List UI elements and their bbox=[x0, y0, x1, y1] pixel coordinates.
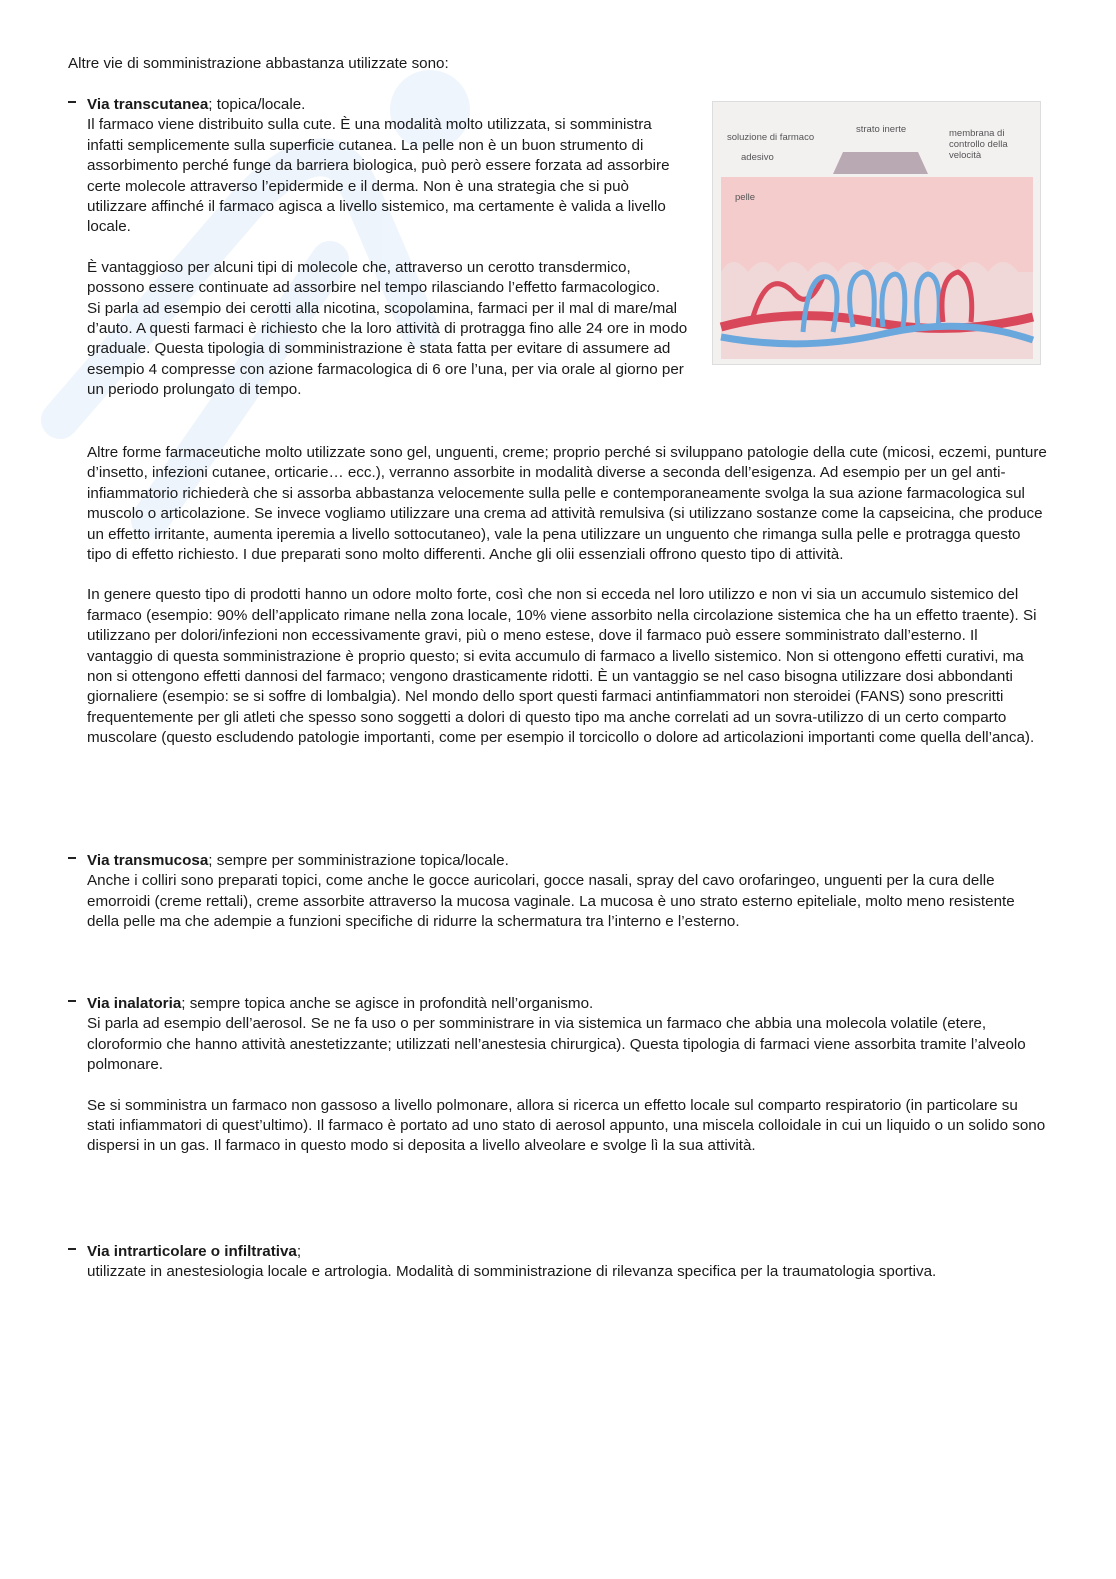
bullet-dash bbox=[68, 1248, 76, 1250]
paragraph: In genere questo tipo di prodotti hanno un odore molto forte, così che non si ecceda nel loro utilizzo e non vi sia un accumulo sistemico del farmaco (esempio: 90% dell’applicato rimane nella zona locale, 10% viene assorbito nella circolazione sistemica che ha un effetto traente). Si utilizzano per dolori/infezioni non eccessivamente gravi, più o meno estese, dove il farmaco può essere somministrato dall’esterno. Il vantaggio di questa somministrazione è proprio questo; si evita accumulo di farmaco a livello sistemico. Non si ottengono effetti curativi, ma non si ottengono effetti dannosi del farmaco; vengono drasticamente ridotti. È un vantaggio se nel caso bisogna utilizzare dosi abbondanti giornaliere (esempio: se si soffre di lombalgia). Nel mondo dello sport questi farmaci antinfiammatori non steroidei (FANS) sono prescritti frequentemente per gli atleti che spesso sono soggetti a dolori di questo tipo ma anche correlati ad un sovra-utilizzo di un certo comparto muscolare (questo escludendo patologie importanti, come per esempio il torcicollo o dolore ad articolazioni importanti come quella dell’anca). bbox=[87, 586, 1037, 747]
section-heading bbox=[87, 851, 1047, 871]
label-adhesive: adesivo bbox=[741, 152, 774, 163]
section-title: Via inalatoria bbox=[87, 995, 182, 1012]
bullet-dash bbox=[68, 1000, 76, 1002]
section-title: Via transmucosa bbox=[87, 852, 209, 869]
label-inert: strato inerte bbox=[856, 124, 907, 135]
transdermal-patch-figure bbox=[712, 101, 1041, 365]
section-inalatoria bbox=[87, 994, 1047, 1157]
section-heading bbox=[87, 994, 1047, 1014]
section-heading bbox=[87, 1242, 1057, 1262]
label-skin: pelle bbox=[735, 192, 756, 203]
section-subtitle: ; topica/locale. bbox=[208, 96, 306, 113]
label-solution: soluzione di farmaco bbox=[727, 132, 815, 143]
paragraph: È vantaggioso per alcuni tipi di molecole che, attraverso un cerotto transdermico, possono essere continuate ad assorbire nel tempo rilasciando l’effetto farmacologico. bbox=[87, 258, 660, 297]
section-subtitle: ; sempre topica anche se agisce in profondità nell’organismo. bbox=[181, 995, 594, 1012]
section-title: Via intrarticolare o infiltrativa bbox=[87, 1243, 297, 1260]
section-title: Via transcutanea bbox=[87, 96, 209, 113]
label-membrane: membrana di controllo della velocità bbox=[949, 128, 1008, 161]
section-heading bbox=[87, 95, 692, 115]
bullet-dash bbox=[68, 857, 76, 859]
section-transcutanea bbox=[87, 95, 692, 401]
paragraph: Il farmaco viene distribuito sulla cute. È una modalità molto utilizzata, si somministra infatti semplicemente sulla superficie cutanea. La pelle non è un buon strumento di assorbimento perché funge da barriera biologica, può però essere forzata ad assorbire certe molecole attraverso l’epidermide e il derma. Non è una strategia che si può utilizzare affinché il farmaco agisca a livello sistemico, ma certamente è valida a livello locale. bbox=[87, 116, 670, 236]
paragraph: Anche i colliri sono preparati topici, come anche le gocce auricolari, gocce nasali, spray del cavo orofaringeo, unguenti per la cura delle emorroidi (creme rettali), creme assorbite attraverso la mucosa vaginale. La mucosa è uno strato esterno epiteliale, molto meno resistente della pelle ma che adempie a funzioni specifiche di ridurre la schermatura tra l’interno e l’esterno. bbox=[87, 872, 1015, 931]
section-intrarticolare bbox=[87, 1242, 1057, 1283]
paragraph: Se si somministra un farmaco non gassoso a livello polmonare, allora si ricerca un effetto locale sul comparto respiratorio (in particolare su stati infiammatori di quest’ultimo). Il farmaco è portato ad uno stato di aerosol appunto, una miscela colloidale in cui un liquido o un solido sono dispersi in un gas. Il farmaco in questo modo si deposita a livello alveolare e svolge lì la sua attività. bbox=[87, 1096, 1046, 1155]
paragraph: utilizzate in anestesiologia locale e artrologia. Modalità di somministrazione di rilevanza specifica per la traumatologia sportiva. bbox=[87, 1263, 937, 1281]
section-transcutanea-continued bbox=[87, 443, 1047, 749]
patch-shape bbox=[833, 152, 928, 174]
paragraph: Altre forme farmaceutiche molto utilizzate sono gel, unguenti, creme; proprio perché si sviluppano patologie della cute (micosi, eczemi, punture d’insetto, infezioni cutanee, orticarie… ecc.), verranno assorbite in modalità diverse a seconda dell’esigenza. Ad esempio per un gel anti-infiammatorio richiederà che si assorba abbastanza velocemente sulla pelle e contemporaneamente svolga la sua azione farmacologica sul muscolo o articolazione. Se invece vogliamo utilizzare una crema ad attività remulsiva (si utilizzano sostanze come la capseicina, che produce un effetto irritante, aumenta iperemia a livello sottocutaneo), vale la pena utilizzare un unguento che rimanga sulla pelle e protragga questo tipo di effetto richiesto. I due preparati sono molto differenti. Anche gli olii essenziali offrono questo tipo di attività. bbox=[87, 444, 1047, 564]
paragraph: Si parla ad esempio dell’aerosol. Se ne fa uso o per somministrare in via sistemica un farmaco che abbia una molecola volatile (etere, cloroformio che hanno attività anestetizzante; utilizzati nell’anestesia chirurgica). Questa tipologia di farmaci viene assorbita tramite l’alveolo polmonare. bbox=[87, 1015, 1026, 1074]
paragraph: Si parla ad esempio dei cerotti alla nicotina, scopolamina, farmaci per il mal di mare/mal d’auto. A questi farmaci è richiesto che la loro attività di protragga fino alle 24 ore in modo graduale. Questa tipologia di somministrazione è stata fatta per evitare di assumere ad esempio 4 compresse con azione farmacologica di 6 ore l’una, per via orale al giorno per un periodo prolungato di tempo. bbox=[87, 299, 688, 399]
section-transmucosa bbox=[87, 851, 1047, 933]
bullet-dash bbox=[68, 101, 76, 103]
section-subtitle: ; bbox=[296, 1243, 302, 1260]
section-subtitle: ; sempre per somministrazione topica/locale. bbox=[208, 852, 509, 869]
intro-text: Altre vie di somministrazione abbastanza utilizzate sono: bbox=[68, 55, 449, 72]
